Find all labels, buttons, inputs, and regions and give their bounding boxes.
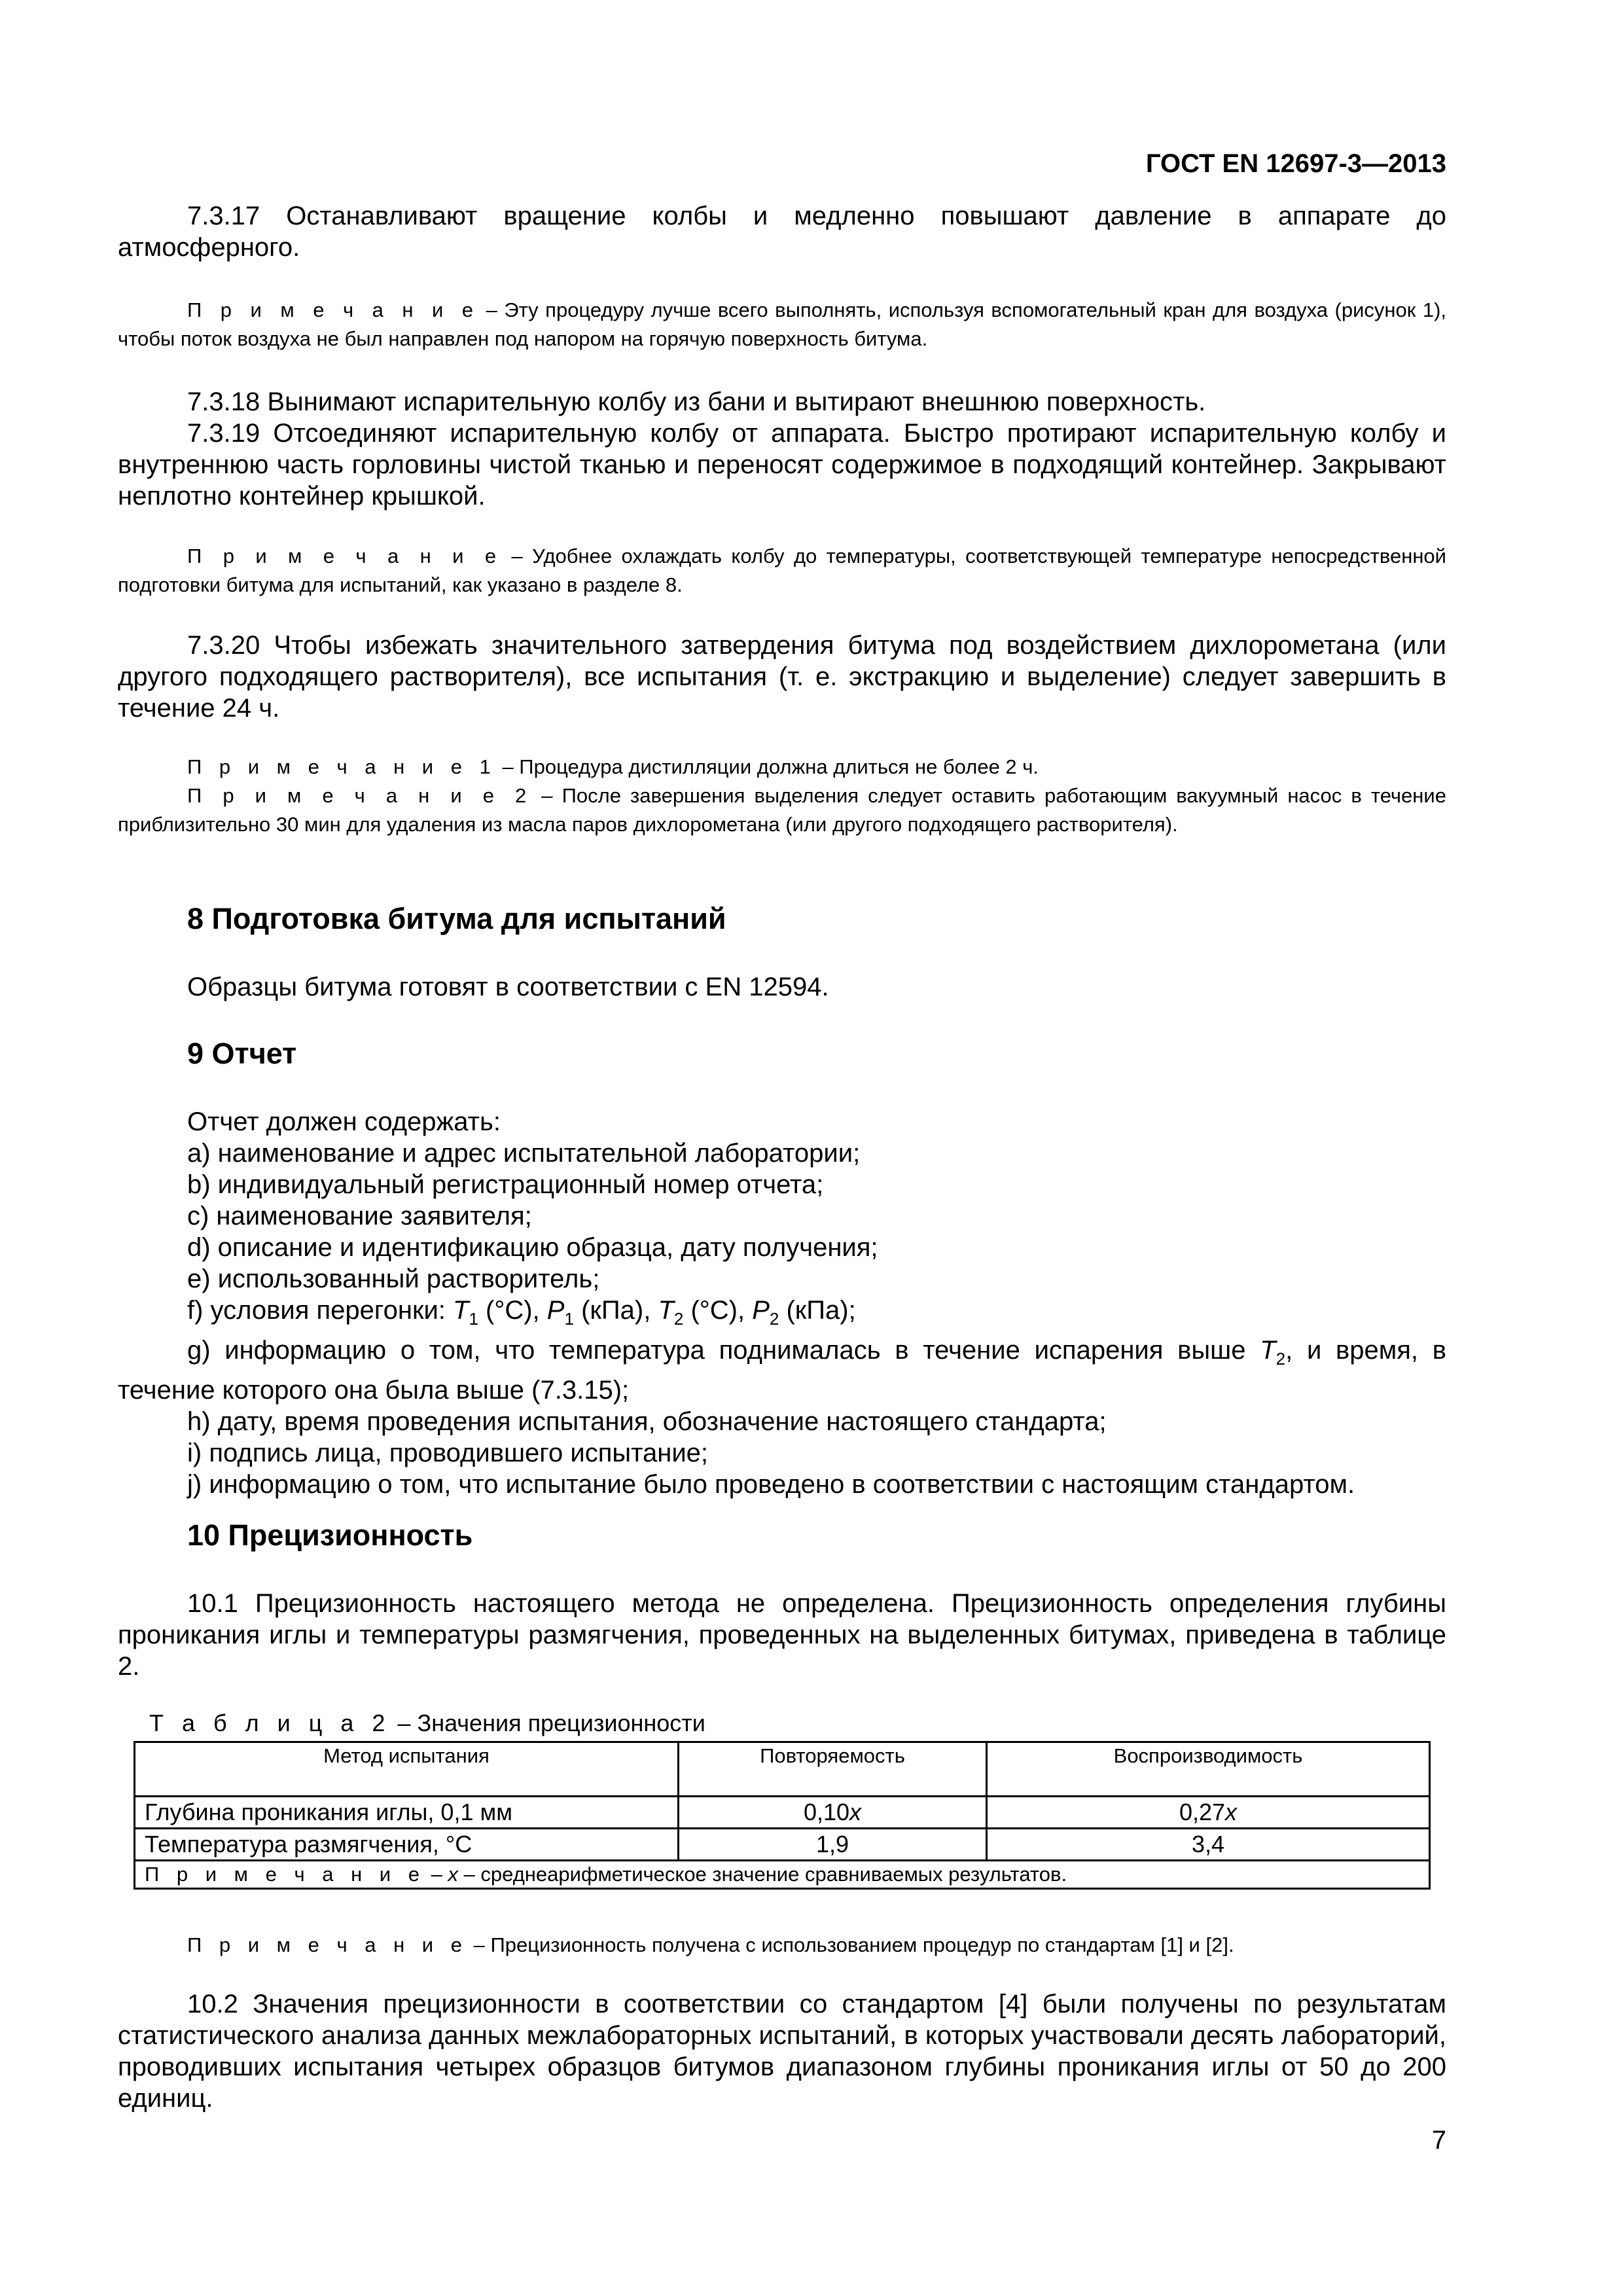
- cell-method: Глубина проникания иглы, 0,1 мм: [135, 1797, 679, 1829]
- clause-10-2: [118, 1988, 1446, 2114]
- note-text: – Эту процедуру лучше всего выполнять, используя вспомогательный кран для воздуха (рисунок 1), чтобы поток воздуха не был направлен под напором на горячую поверхность битума.: [118, 298, 1447, 350]
- clause-7-3-19-text: 7.3.19 Отсоединяют испарительную колбу от аппарата. Быстро протирают испарительную колбу и внутреннюю часть горловины чистой тканью и переносят содержимое в подходящий контейнер. Закрывают неплотно контейнер крышкой.: [118, 419, 1446, 511]
- list-item: d) описание и идентификацию образца, дату получения;: [187, 1233, 878, 1262]
- report-intro: Отчет должен содержать:: [187, 1107, 501, 1136]
- note-text: – Удобнее охлаждать колбу до температуры, соответствующей температуре непосредственной подготовки битума для испытаний, как указано в разделе 8.: [118, 545, 1446, 596]
- clause-10-1-text: 10.1 Прецизионность настоящего метода не определена. Прецизионность определения глубины проникания иглы и температуры размягчения, проведенных на выделенных битумах, приведена в таблице 2.: [118, 1589, 1446, 1681]
- clause-7-3-17-text: 7.3.17 Останавливают вращение колбы и медленно повышают давление в аппарате до атмосферного.: [118, 202, 1446, 262]
- header-repeatability: Повторяемость: [679, 1742, 987, 1797]
- note-7-3-19: [118, 542, 1446, 600]
- table-note: П р и м е ч а н и е – x – среднеарифметическое значение сравниваемых результатов.: [135, 1861, 1430, 1889]
- clause-7-3-20-text: 7.3.20 Чтобы избежать значительного затвердения битума под воздействием дихлорометана (или другого подходящего растворителя), все испытания (т. е. экстракцию и выделение) следует завершить в течение 24 ч.: [118, 631, 1446, 723]
- cell-method: Температура размягчения, °С: [135, 1829, 679, 1861]
- precision-table: [134, 1741, 1431, 1890]
- list-item: b) индивидуальный регистрационный номер отчета;: [187, 1170, 824, 1199]
- list-item: i) подпись лица, проводившего испытание;: [187, 1439, 709, 1467]
- section-10-heading: 10 Прецизионность: [187, 1518, 473, 1552]
- note-10: [118, 1931, 1446, 1960]
- table-note-row: [135, 1861, 1430, 1889]
- list-item: j) информацию о том, что испытание было проведено в соответствии с настоящим стандартом.: [187, 1470, 1355, 1499]
- cell-reproducibility: 0,27x: [987, 1797, 1430, 1829]
- table-row: [135, 1797, 1430, 1829]
- note-label: П р и м е ч а н и е: [187, 298, 480, 321]
- note-label: П р и м е ч а н и е: [187, 545, 503, 567]
- report-list: [118, 1106, 1446, 1500]
- note-7-3-20-1: [118, 753, 1446, 781]
- note-label: П р и м е ч а н и е 2: [187, 784, 533, 807]
- note-label: П р и м е ч а н и е 1: [187, 755, 497, 778]
- note-label: П р и м е ч а н и е: [187, 1933, 468, 1956]
- list-item: e) использованный растворитель;: [187, 1265, 600, 1293]
- note-7-3-20-2: [118, 781, 1446, 839]
- header-method: Метод испытания: [135, 1742, 679, 1797]
- clause-7-3-17: [118, 200, 1446, 263]
- section-9-heading: 9 Отчет: [187, 1037, 297, 1070]
- clause-10-1: [118, 1588, 1446, 1682]
- cell-reproducibility: 3,4: [987, 1829, 1430, 1861]
- list-item: g) информацию о том, что температура поднималась в течение испарения выше $T_2$, и время, в течение которого она была выше (7.3.15);: [118, 1336, 1447, 1405]
- clause-10-2-text: 10.2 Значения прецизионности в соответствии со стандартом [4] были получены по результатам статистического анализа данных межлабораторных испытаний, в которых участвовали десять лабораторий, проводивших испытания четырех образцов битумов диапазоном глубины проникания иглы от 50 до 200 единиц.: [118, 1990, 1446, 2113]
- list-item: h) дату, время проведения испытания, обозначение настоящего стандарта;: [187, 1407, 1107, 1436]
- list-item: f) условия перегонки: $T_1$ (°С), $P_1$ (кПа), $T_2$ (°С), $P_2$ (кПа);: [187, 1296, 856, 1329]
- note-text: – Прецизионность получена с использованием процедур по стандартам [1] и [2].: [467, 1933, 1234, 1956]
- standard-header: ГОСТ EN 12697-3—2013: [1145, 149, 1446, 178]
- table-caption: Т а б л и ц а 2 – Значения прецизионности: [149, 1710, 705, 1736]
- cell-repeatability: 0,10x: [679, 1797, 987, 1829]
- list-item: c) наименование заявителя;: [187, 1202, 532, 1230]
- section-8-text: Образцы битума готовят в соответствии с EN 12594.: [187, 973, 829, 1001]
- clause-7-3-19: [118, 418, 1446, 512]
- page-number: 7: [1431, 2126, 1446, 2155]
- table-header-row: [135, 1742, 1430, 1797]
- clause-7-3-18-text: 7.3.18 Вынимают испарительную колбу из бани и вытирают внешнюю поверхность.: [187, 387, 1206, 416]
- clause-7-3-20: [118, 630, 1446, 724]
- clause-7-3-18: [118, 386, 1446, 418]
- list-item: a) наименование и адрес испытательной лаборатории;: [187, 1139, 861, 1168]
- cell-repeatability: 1,9: [679, 1829, 987, 1861]
- note-7-3-17: [118, 296, 1446, 353]
- table-row: [135, 1829, 1430, 1861]
- note-text: – Процедура дистилляции должна длиться не более 2 ч.: [496, 755, 1039, 778]
- header-reproducibility: Воспроизводимость: [987, 1742, 1430, 1797]
- note-text: – После завершения выделения следует оставить работающим вакуумный насос в течение приблизительно 30 мин для удаления из масла паров дихлорометана (или другого подходящего растворителя).: [118, 784, 1446, 836]
- section-8-heading: 8 Подготовка битума для испытаний: [187, 902, 726, 935]
